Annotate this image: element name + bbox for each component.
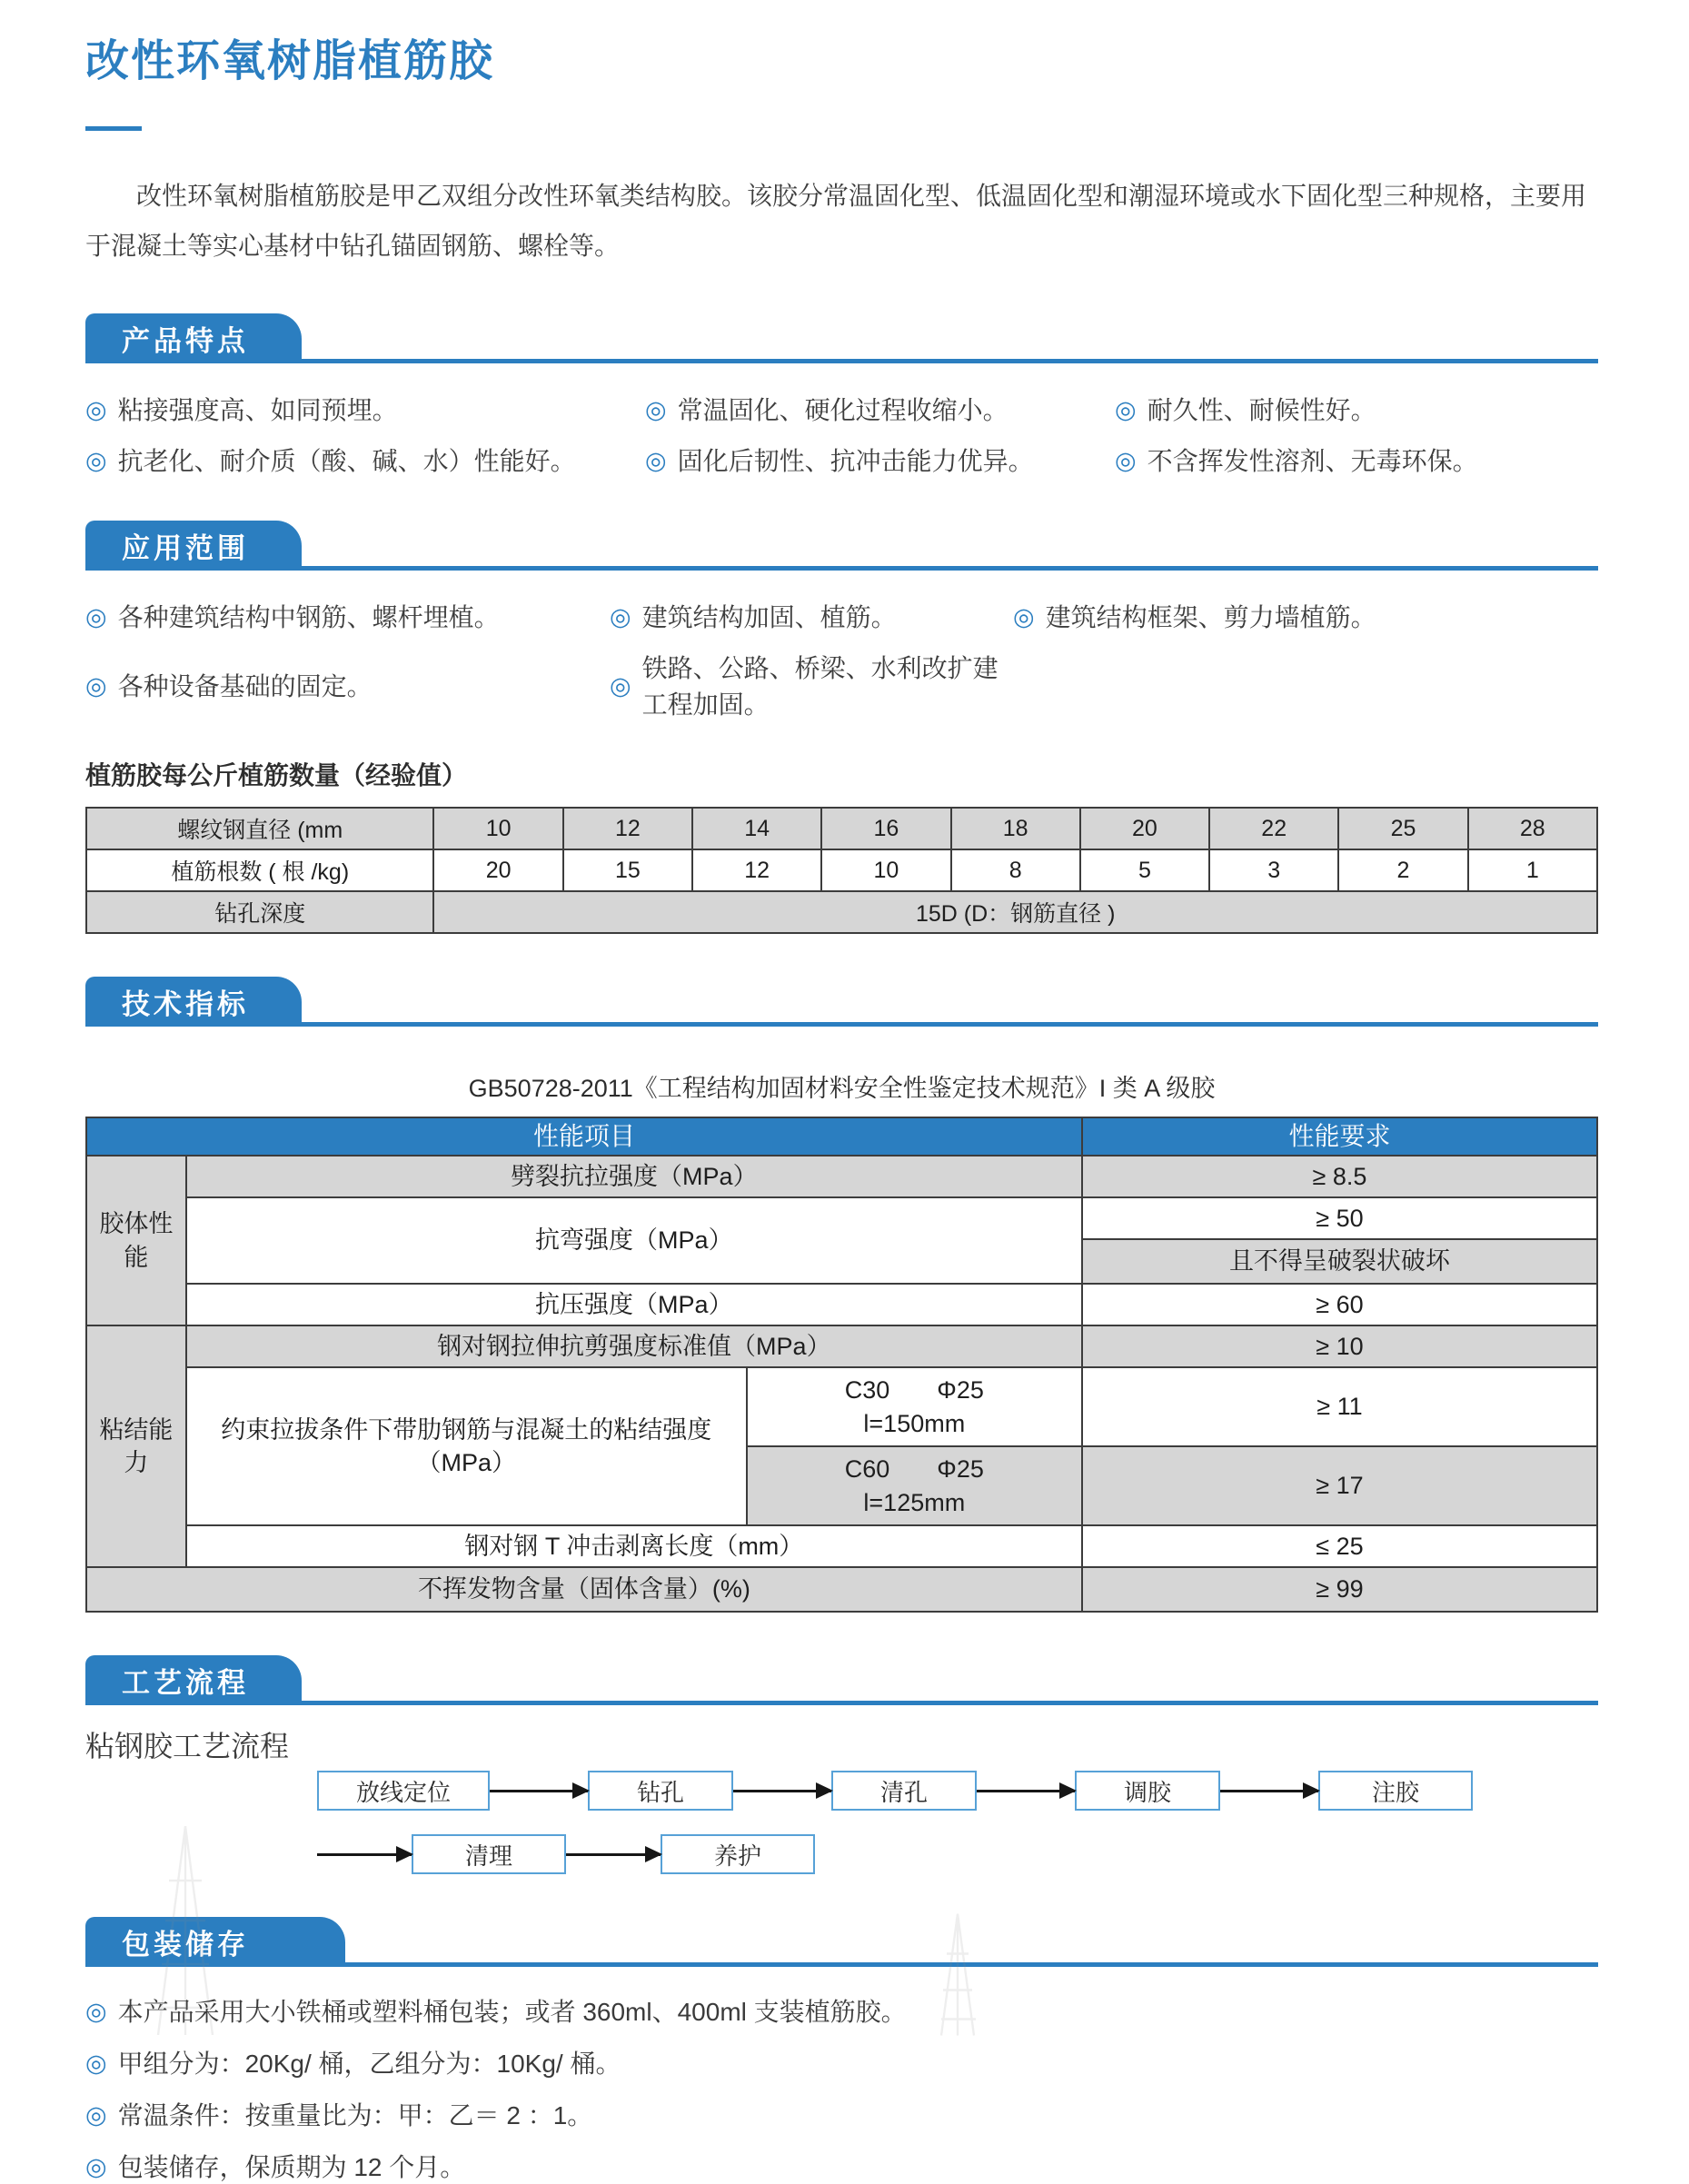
storage-text: 包装储存，保质期为 12 个月。 (117, 2153, 466, 2181)
double-circle-bullet-icon: ◎ (85, 446, 107, 474)
table-cell: 20 (433, 849, 562, 891)
list-item (610, 598, 1013, 634)
double-circle-bullet-icon: ◎ (645, 395, 667, 423)
double-circle-bullet-icon: ◎ (610, 602, 631, 630)
property-cell: 钢对钢拉伸抗剪强度标准值（MPa） (186, 1325, 1082, 1367)
section-header-process (85, 1660, 1598, 1705)
datasheet-page (0, 25, 1689, 2184)
flow-step-layout: 放线定位 (317, 1771, 490, 1811)
table-cell: 18 (951, 808, 1080, 849)
tech-specs-table (85, 1117, 1598, 1613)
table-cell: 3 (1209, 849, 1338, 891)
table-row (86, 1197, 1597, 1239)
double-circle-bullet-icon: ◎ (85, 395, 107, 423)
table-row (86, 1284, 1597, 1325)
rebar-size: Φ25 (937, 1376, 984, 1405)
property-cell: 劈裂抗拉强度（MPa） (186, 1156, 1082, 1197)
flow-step-cure: 养护 (661, 1834, 815, 1874)
requirement-cell: ≥ 8.5 (1082, 1156, 1597, 1197)
flow-row-1 (317, 1771, 1598, 1811)
table-cell: 10 (433, 808, 562, 849)
requirement-cell: ≥ 17 (1082, 1446, 1597, 1525)
table-cell: 15 (563, 849, 692, 891)
application-text: 各种设备基础的固定。 (117, 672, 373, 700)
feature-text: 常温固化、硬化过程收缩小。 (677, 396, 1008, 424)
table-cell: 25 (1338, 808, 1467, 849)
concrete-grade: C60 (844, 1455, 890, 1484)
list-item (1115, 442, 1598, 478)
table-cell: 22 (1209, 808, 1338, 849)
table-cell: 2 (1338, 849, 1467, 891)
intro-paragraph: 改性环氧树脂植筋胶是甲乙双组分改性环氧类结构胶。该胶分常温固化型、低温固化型和潮湿环境或水下固化型三种规格，主要用于混凝土等实心基材中钻孔锚固钢筋、螺栓等。 (85, 182, 1587, 260)
list-item (85, 649, 610, 721)
section-tab-applications: 应用范围 (85, 521, 302, 571)
embed-length: l=150mm (863, 1409, 966, 1437)
property-cell: 约束拉拔条件下带肋钢筋与混凝土的粘结强度（MPa） (186, 1367, 747, 1525)
embed-length: l=125mm (863, 1488, 966, 1516)
list-item (645, 442, 1115, 478)
flow-arrow-icon (566, 1853, 661, 1856)
application-text: 铁路、公路、桥梁、水利改扩建工程加固。 (641, 654, 998, 719)
list-item (1115, 391, 1598, 427)
feature-text: 耐久性、耐候性好。 (1147, 396, 1376, 424)
list-item (85, 598, 610, 634)
section-header-features (85, 318, 1598, 363)
storage-text: 甲组分为：20Kg/ 桶，乙组分为：10Kg/ 桶。 (117, 2050, 621, 2078)
list-item (85, 442, 645, 478)
list-item (85, 2148, 1598, 2184)
property-cell: 抗压强度（MPa） (186, 1284, 1082, 1325)
requirement-cell: ≥ 11 (1082, 1367, 1597, 1446)
double-circle-bullet-icon: ◎ (85, 1997, 107, 2025)
row-label-cell: 螺纹钢直径 (mm (86, 808, 433, 849)
table-cell: 14 (692, 808, 821, 849)
page-title: 改性环氧树脂植筋胶 (85, 37, 495, 85)
table-row (86, 1567, 1597, 1612)
row-label-cell: 植筋根数 ( 根 /kg) (86, 849, 433, 891)
double-circle-bullet-icon: ◎ (645, 446, 667, 474)
process-subtitle: 粘钢胶工艺流程 (85, 1730, 290, 1762)
section-tab-tech: 技术指标 (85, 977, 302, 1027)
flow-arrow-icon (490, 1790, 588, 1792)
rebar-size: Φ25 (937, 1455, 984, 1484)
table-cell: 8 (951, 849, 1080, 891)
double-circle-bullet-icon: ◎ (85, 2152, 107, 2180)
list-item (85, 2096, 1598, 2132)
double-circle-bullet-icon: ◎ (1013, 602, 1035, 630)
flow-step-inject-glue: 注胶 (1318, 1771, 1473, 1811)
requirement-cell: ≥ 60 (1082, 1284, 1597, 1325)
application-text: 建筑结构框架、剪力墙植筋。 (1045, 603, 1376, 631)
section-tab-process: 工艺流程 (85, 1655, 302, 1705)
property-cell: 不挥发物含量（固体含量）(%) (86, 1567, 1082, 1612)
flow-arrow-icon (733, 1790, 831, 1792)
list-item (645, 391, 1115, 427)
drill-depth-value-cell: 15D (D：钢筋直径 ) (433, 891, 1597, 933)
list-item (85, 1992, 1598, 2029)
features-list (85, 391, 1598, 478)
column-header-requirement: 性能要求 (1082, 1117, 1597, 1156)
double-circle-bullet-icon: ◎ (1115, 446, 1137, 474)
property-cell: 抗弯强度（MPa） (186, 1197, 1082, 1284)
storage-text: 常温条件：按重量比为：甲：乙＝ 2 ：1。 (117, 2101, 593, 2129)
double-circle-bullet-icon: ◎ (85, 671, 107, 700)
storage-list (85, 1992, 1598, 2184)
concrete-grade: C30 (844, 1376, 890, 1405)
double-circle-bullet-icon: ◎ (610, 671, 631, 700)
table-header-row (86, 1117, 1597, 1156)
table-row (86, 849, 1597, 891)
group-cell-bonding: 粘结能力 (86, 1325, 186, 1567)
list-item (85, 391, 645, 427)
table-row (86, 1525, 1597, 1567)
feature-text: 粘接强度高、如同预埋。 (117, 396, 398, 424)
table-row (86, 1325, 1597, 1367)
condition-cell-c30 (747, 1367, 1082, 1446)
property-cell: 钢对钢 T 冲击剥离长度（mm） (186, 1525, 1082, 1567)
list-item (85, 2044, 1598, 2080)
row-label-cell: 钻孔深度 (86, 891, 433, 933)
process-flowchart (317, 1771, 1598, 1874)
flow-step-cleanup: 清理 (412, 1834, 566, 1874)
application-text: 建筑结构加固、植筋。 (641, 603, 897, 631)
table-row (86, 1367, 1597, 1446)
feature-text: 抗老化、耐介质（酸、碱、水）性能好。 (117, 447, 576, 475)
feature-text: 不含挥发性溶剂、无毒环保。 (1147, 447, 1478, 475)
rebar-count-table (85, 807, 1598, 934)
flow-step-drill: 钻孔 (588, 1771, 733, 1811)
requirement-cell: ≤ 25 (1082, 1525, 1597, 1567)
column-header-item: 性能项目 (86, 1117, 1082, 1156)
flow-row-2 (317, 1834, 1598, 1874)
group-cell-colloid: 胶体性能 (86, 1156, 186, 1325)
storage-text: 本产品采用大小铁桶或塑料桶包装；或者 360ml、400ml 支装植筋胶。 (117, 1998, 907, 2026)
section-header-storage (85, 1921, 1598, 1967)
flow-arrow-icon (977, 1790, 1075, 1792)
table-cell: 12 (692, 849, 821, 891)
flow-arrow-icon (317, 1853, 412, 1856)
table-cell: 28 (1468, 808, 1597, 849)
flow-arrow-icon (1220, 1790, 1318, 1792)
table-row (86, 891, 1597, 933)
requirement-cell: ≥ 99 (1082, 1567, 1597, 1612)
standard-note: GB50728-2011《工程结构加固材料安全性鉴定技术规范》I 类 A 级胶 (468, 1075, 1216, 1102)
section-tab-storage: 包装储存 (85, 1917, 345, 1967)
requirement-cell: 且不得呈破裂状破坏 (1082, 1239, 1597, 1284)
double-circle-bullet-icon: ◎ (85, 602, 107, 630)
flow-step-clean-hole: 清孔 (831, 1771, 977, 1811)
table-cell: 10 (821, 849, 950, 891)
table-cell: 20 (1080, 808, 1209, 849)
double-circle-bullet-icon: ◎ (85, 2100, 107, 2129)
table-cell: 12 (563, 808, 692, 849)
title-underline-dash (85, 126, 142, 131)
rebar-table-caption: 植筋胶每公斤植筋数量（经验值） (85, 761, 468, 789)
section-header-tech (85, 981, 1598, 1027)
section-header-applications (85, 525, 1598, 571)
applications-list (85, 598, 1598, 721)
application-text: 各种建筑结构中钢筋、螺杆埋植。 (117, 603, 500, 631)
table-row (86, 1156, 1597, 1197)
table-row (86, 808, 1597, 849)
table-cell: 5 (1080, 849, 1209, 891)
condition-cell-c60 (747, 1446, 1082, 1525)
requirement-cell: ≥ 50 (1082, 1197, 1597, 1239)
feature-text: 固化后韧性、抗冲击能力优异。 (677, 447, 1034, 475)
table-cell: 16 (821, 808, 950, 849)
double-circle-bullet-icon: ◎ (85, 2049, 107, 2077)
section-tab-features: 产品特点 (85, 313, 302, 363)
list-item (1013, 598, 1598, 634)
table-cell: 1 (1468, 849, 1597, 891)
list-item (610, 649, 1013, 721)
requirement-cell: ≥ 10 (1082, 1325, 1597, 1367)
double-circle-bullet-icon: ◎ (1115, 395, 1137, 423)
flow-step-mix-glue: 调胶 (1075, 1771, 1220, 1811)
